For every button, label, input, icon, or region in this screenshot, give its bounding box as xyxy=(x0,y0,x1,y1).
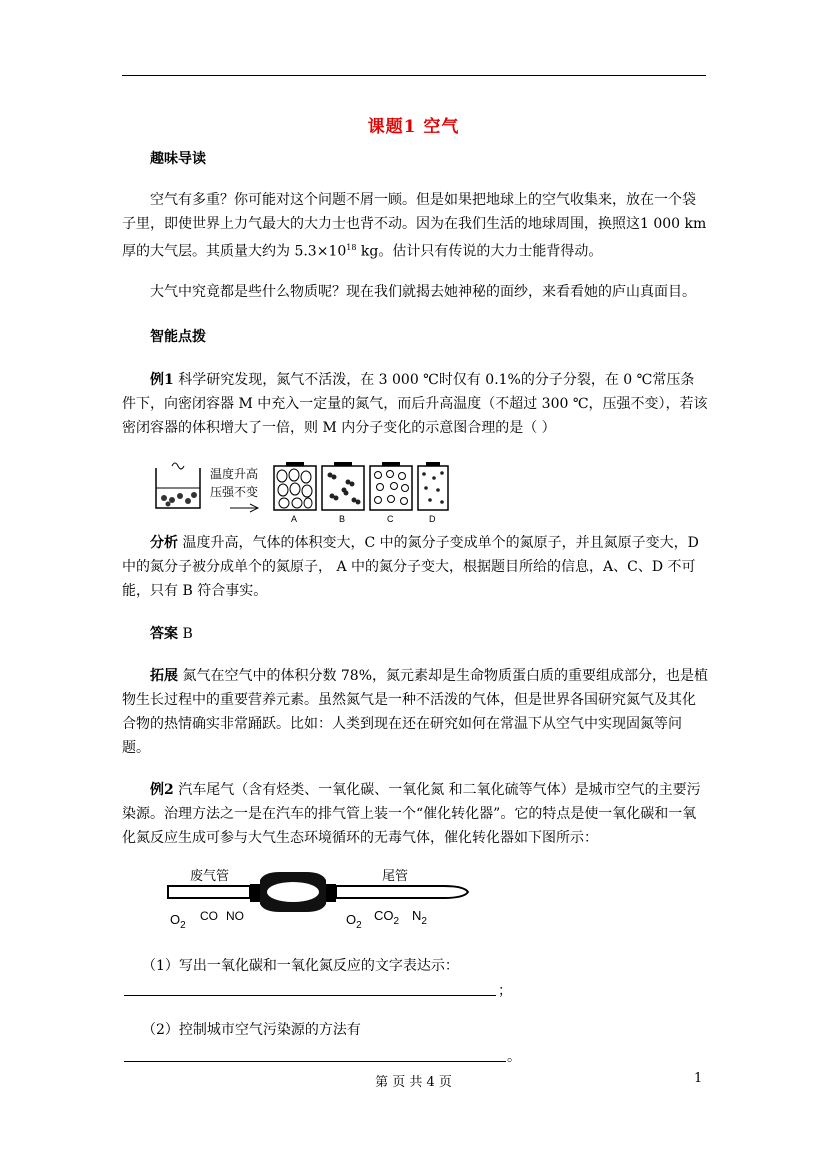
answer-label: 答案 xyxy=(150,626,178,642)
inlet-flange xyxy=(250,884,260,902)
extension-label: 拓展 xyxy=(150,668,178,684)
nitrogen-container-diagram xyxy=(150,460,450,528)
question-2: （2）控制城市空气污染源的方法有 xyxy=(142,1022,361,1038)
extension-text: 氮气在空气中的体积分数 78%，氮元素却是生命物质蛋白质的重要组成部分，也是植物生长过程中的重要营养元素。虽然氮气是一种不活泼的气体，但是世界各国研究氮气及其化合物的热情确实非常踊跃。比如：人类到现在还在研究如何在常温下从空气中实现固氮等问题。 xyxy=(122,668,709,756)
catalytic-converter-diagram xyxy=(164,862,474,930)
example-1 xyxy=(122,368,708,440)
label-waste-pipe: 废气管 xyxy=(190,868,230,883)
initial-container xyxy=(156,463,200,508)
analysis-label: 分析 xyxy=(150,535,178,551)
example-2-text: 汽车尾气（含有烃类、一氧化碳、一氧化氮 和二氧化硫等气体）是城市空气的主要污染源。治理方法之一是在汽车的排气管上装一个“催化转化器”。它的特点是使一氧化碳和一氧化氮反应生成可参与大气生态环境循环的无毒气体，催化转化器如下图所示： xyxy=(122,782,701,846)
answer-blank-2[interactable] xyxy=(124,1061,506,1062)
page-footer: 第 页 共 4 页 xyxy=(375,1075,452,1090)
question-2-end: 。 xyxy=(507,1049,521,1065)
input-co: CO xyxy=(200,909,218,923)
option-d-label: D xyxy=(429,514,436,524)
question-1: （1）写出一氧化碳和一氧化氮反应的文字表达示： xyxy=(142,958,459,974)
answer xyxy=(122,622,708,646)
output-n2: $N_2$ xyxy=(412,908,427,927)
example-1-text: 科学研究发现，氮气不活泼，在 3 000 ℃时仅有 0.1%的分子分裂，在 0 ℃常压条件下，向密闭容器 M 中充入一定量的氮气，而后升高温度（不超过 300 ℃，压强不变），若该密闭容器的体积增大了一倍，则 M 内分子变化的示意图合理的是（ ） xyxy=(122,372,708,436)
section-heading-intro: 趣味导读 xyxy=(150,151,206,167)
input-o2: $O_2$ xyxy=(170,912,186,930)
input-no: NO xyxy=(226,909,244,923)
extension xyxy=(122,664,708,760)
option-a-container xyxy=(274,462,316,510)
section-heading-tips: 智能点拨 xyxy=(150,329,206,345)
outlet-flange xyxy=(326,884,336,902)
example-2-label: 例2 xyxy=(150,782,174,798)
analysis-text: 温度升高，气体的体积变大，C 中的氮分子变成单个的氮原子，并且氮原子变大，D 中的氮分子被分成单个的氮原子， A 中的氮分子变大，根据题目所给的信息，A、C、D 不可能，只有 B 符合事实。 xyxy=(122,535,699,599)
option-c-container xyxy=(370,462,412,510)
paragraph-air-weight-tail: kg。估计只有传说的大力士能背得动。 xyxy=(356,243,603,260)
question-1-end: ； xyxy=(498,983,512,999)
tail-pipe xyxy=(336,886,468,898)
paragraph-air-weight-text: 空气有多重？你可能对这个问题不屑一顾。但是如果把地球上的空气收集来，放在一个袋子里，即使世界上力气最大的大力士也背不动。因为在我们生活的地球周围，换照这1 000 km厚的大气层。其质量大约为 5.3×10 xyxy=(122,192,707,260)
output-co2: $CO_2$ xyxy=(374,908,400,927)
option-b-label: B xyxy=(339,514,346,524)
answer-text: B xyxy=(178,626,193,642)
option-d-container xyxy=(418,462,448,510)
paragraph-air-weight xyxy=(122,188,708,264)
example-2 xyxy=(122,778,708,850)
page-title: 课题1 空气 xyxy=(367,117,460,137)
option-c-label: C xyxy=(387,514,394,524)
label-pressure-same: 压强不变 xyxy=(210,485,259,499)
page-number: 1 xyxy=(694,1071,703,1086)
exponent: 18 xyxy=(346,243,357,252)
label-tail-pipe: 尾管 xyxy=(382,868,409,883)
answer-blank-1[interactable] xyxy=(124,995,496,996)
converter-core xyxy=(267,882,319,902)
example-1-label: 例1 xyxy=(150,372,174,388)
analysis xyxy=(122,531,708,603)
label-temp-rise: 温度升高 xyxy=(210,467,259,481)
paragraph-atmosphere: 大气中究竟都是些什么物质呢？现在我们就揭去她神秘的面纱，来看看她的庐山真面目。 xyxy=(150,284,696,300)
header-rule xyxy=(122,75,706,76)
option-a-label: A xyxy=(291,514,298,524)
output-o2: $O_2$ xyxy=(346,912,362,930)
option-b-container xyxy=(322,462,364,510)
inlet-pipe xyxy=(168,886,250,898)
arrow-icon xyxy=(230,504,258,512)
